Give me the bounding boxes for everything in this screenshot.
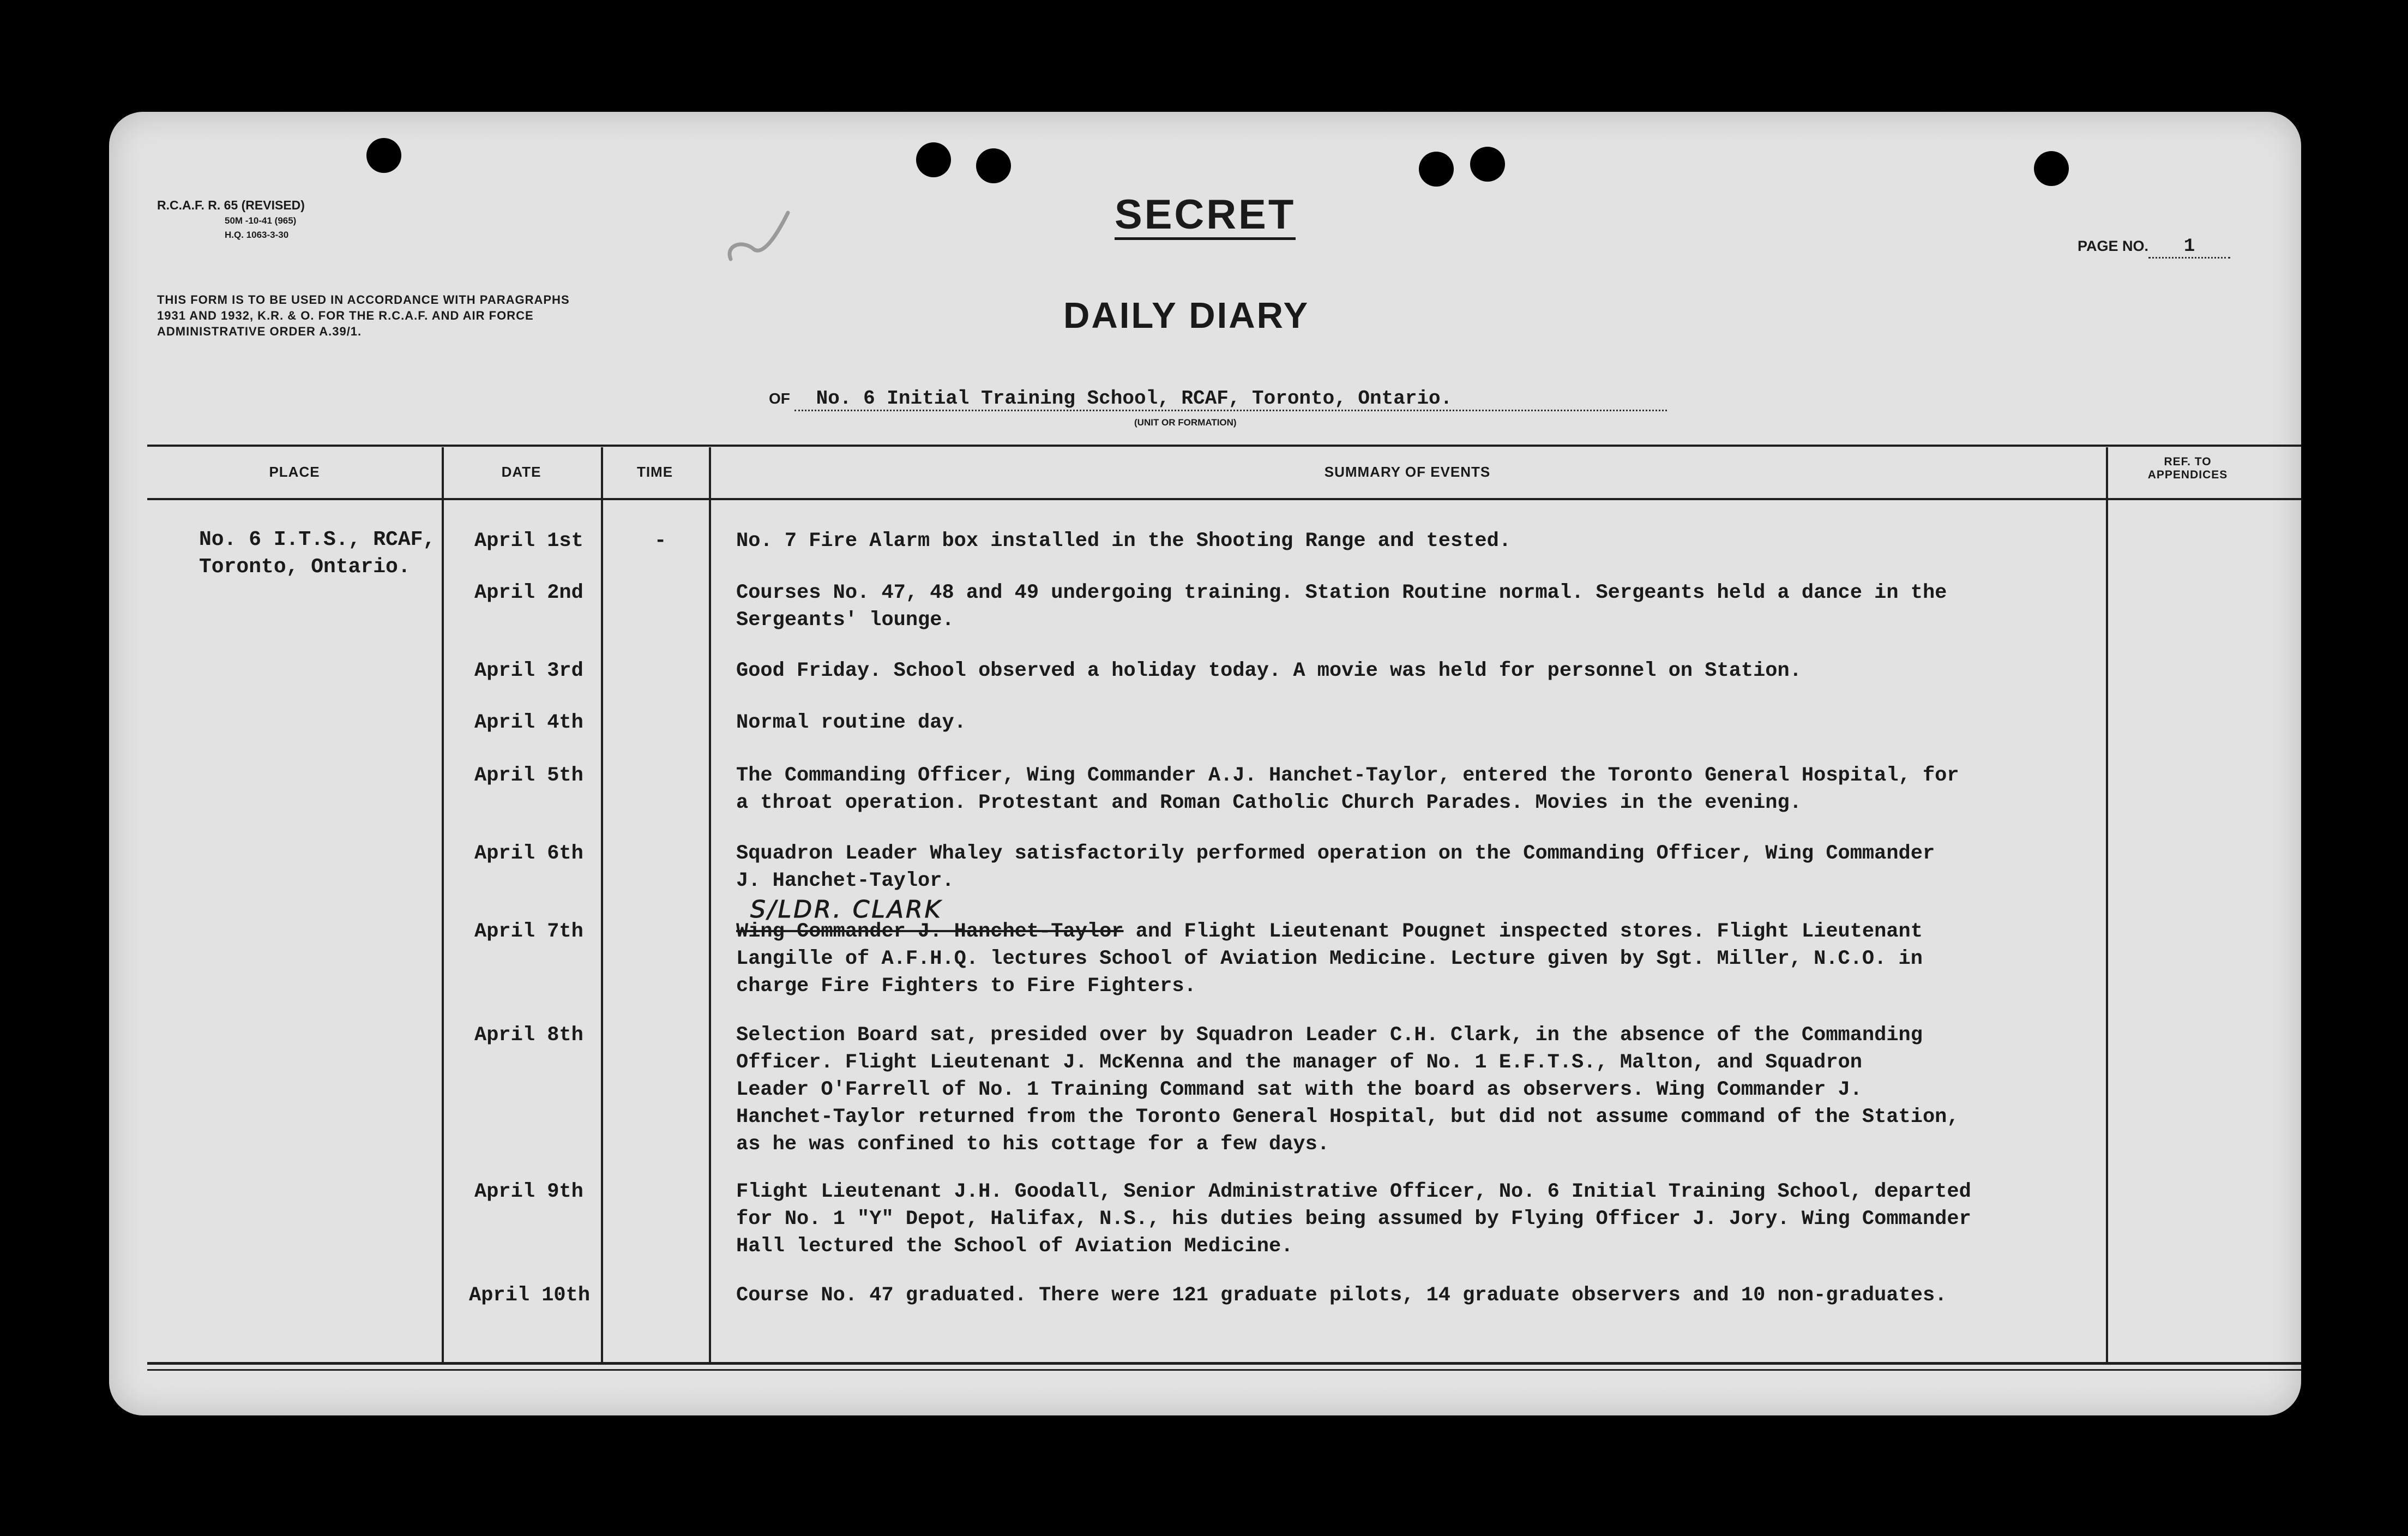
summary-entry [736, 527, 1511, 555]
column-header-summary: SUMMARY OF EVENTS [1324, 464, 1491, 480]
page-label: PAGE NO. [2078, 238, 2149, 254]
appendices-label-2: APPENDICES [2147, 469, 2228, 481]
date-cell: April 10th [469, 1284, 591, 1307]
table-bottom-rule-2 [147, 1369, 2301, 1371]
summary-line: Officer. Flight Lieutenant J. McKenna and the manager of No. 1 E.F.T.S., Malton, and Squadron [736, 1051, 1862, 1074]
form-instructions: THIS FORM IS TO BE USED IN ACCORDANCE WITH PARAGRAPHS 1931 AND 1932, K.R. & O. FOR THE R.C.A.F. AND AIR FORCE ADMINISTRATIVE ORDER A.39/1. [157, 293, 570, 338]
summary-line: Hall lectured the School of Aviation Medicine. [736, 1235, 1293, 1258]
summary-line: Normal routine day. [736, 711, 966, 734]
date-cell: April 3rd [474, 659, 583, 682]
column-header-time: TIME [636, 464, 673, 480]
table-bottom-rule [147, 1362, 2301, 1365]
summary-entry [736, 1022, 1959, 1158]
punch-hole [1419, 152, 1454, 187]
time-cell: - [654, 530, 667, 553]
summary-line: as he was confined to his cottage for a few days. [736, 1133, 1329, 1156]
summary-line-rest: and Flight Lieutenant Pougnet inspected stores. Flight Lieutenant [1123, 920, 1923, 943]
of-label: OF [769, 390, 790, 407]
col-divider [442, 447, 444, 1364]
handwritten-correction-text: S/LDR. CLARK [750, 896, 943, 923]
date-cell: April 5th [474, 764, 583, 787]
page-number-value: 1 [2148, 236, 2230, 259]
summary-line: Hanchet-Taylor returned from the Toronto General Hospital, but did not assume command of the Station, [736, 1106, 1959, 1129]
summary-entry [736, 657, 1802, 685]
column-header-appendices [2106, 455, 2269, 482]
date-cell: April 4th [474, 711, 583, 734]
summary-entry [736, 918, 1923, 1000]
summary-line: Squadron Leader Whaley satisfactorily performed operation on the Commanding Officer, Wing Commander [736, 842, 1935, 865]
place-line-1: No. 6 I.T.S., RCAF, [199, 528, 436, 551]
summary-entry [736, 1178, 1971, 1260]
struck-text: Wing Commander J. Hanchet-Taylor [736, 920, 1124, 943]
summary-line: charge Fire Fighters to Fire Fighters. [736, 975, 1196, 998]
place-line-2: Toronto, Ontario. [199, 555, 411, 579]
column-header-place: PLACE [269, 464, 320, 480]
punch-hole [2034, 151, 2069, 186]
pencil-mark-icon [720, 207, 796, 273]
punch-hole [1470, 147, 1505, 182]
form-print-1: 50M -10-41 (965) [225, 215, 297, 226]
col-divider [2106, 447, 2108, 1364]
diary-card [109, 112, 2301, 1415]
summary-entry [736, 579, 1947, 634]
punch-hole [916, 142, 951, 177]
punch-hole [976, 148, 1011, 183]
summary-entry [736, 709, 966, 736]
punch-hole [366, 138, 401, 173]
summary-line: The Commanding Officer, Wing Commander A.J. Hanchet-Taylor, entered the Toronto General Hospital, for [736, 764, 1959, 787]
summary-line: Selection Board sat, presided over by Squadron Leader C.H. Clark, in the absence of the Commanding [736, 1024, 1923, 1047]
column-header-date: DATE [501, 464, 541, 480]
table-header-rule [147, 498, 2301, 500]
place-cell [199, 526, 435, 581]
summary-line: for No. 1 "Y" Depot, Halifax, N.S., his duties being assumed by Flying Officer J. Jory. Wing Commander [736, 1208, 1971, 1231]
unit-line [769, 387, 1667, 411]
summary-line [736, 918, 1923, 945]
form-code-text: R.C.A.F. R. 65 (REVISED) [157, 198, 305, 212]
summary-entry [736, 1282, 1947, 1309]
date-cell: April 8th [474, 1024, 583, 1047]
page-title: DAILY DIARY [1063, 295, 1310, 336]
summary-line: No. 7 Fire Alarm box installed in the Shooting Range and tested. [736, 530, 1512, 553]
summary-line: Sergeants' lounge. [736, 609, 954, 632]
date-cell: April 2nd [474, 581, 583, 604]
summary-line: a throat operation. Protestant and Roman Catholic Church Parades. Movies in the evening. [736, 791, 1802, 814]
page-number-field [2078, 236, 2230, 259]
summary-entry [736, 840, 1935, 895]
form-print-2: H.Q. 1063-3-30 [225, 230, 289, 240]
summary-line: Langille of A.F.H.Q. lectures School of Aviation Medicine. Lecture given by Sgt. Miller, N.C.O. in [736, 947, 1923, 970]
summary-line: Flight Lieutenant J.H. Goodall, Senior Administrative Officer, No. 6 Initial Training School, departed [736, 1180, 1971, 1203]
classification-stamp: SECRET [1115, 193, 1296, 240]
summary-line: Course No. 47 graduated. There were 121 graduate pilots, 14 graduate observers and 10 non-graduates. [736, 1284, 1947, 1307]
unit-value: No. 6 Initial Training School, RCAF, Toronto, Ontario. [794, 387, 1667, 411]
form-code [157, 196, 305, 242]
unit-caption: (UNIT OR FORMATION) [1134, 417, 1237, 428]
table-top-rule [147, 445, 2301, 447]
date-cell: April 6th [474, 842, 583, 865]
date-cell: April 9th [474, 1180, 583, 1203]
date-cell: April 7th [474, 920, 583, 943]
summary-line: J. Hanchet-Taylor. [736, 869, 954, 892]
summary-line: Leader O'Farrell of No. 1 Training Command sat with the board as observers. Wing Commander J. [736, 1078, 1862, 1101]
summary-line: Good Friday. School observed a holiday today. A movie was held for personnel on Station. [736, 659, 1802, 682]
appendices-label-1: REF. TO [2164, 455, 2212, 468]
date-cell: April 1st [474, 530, 583, 553]
summary-line: Courses No. 47, 48 and 49 undergoing training. Station Routine normal. Sergeants held a dance in the [736, 581, 1947, 604]
summary-entry [736, 762, 1959, 817]
